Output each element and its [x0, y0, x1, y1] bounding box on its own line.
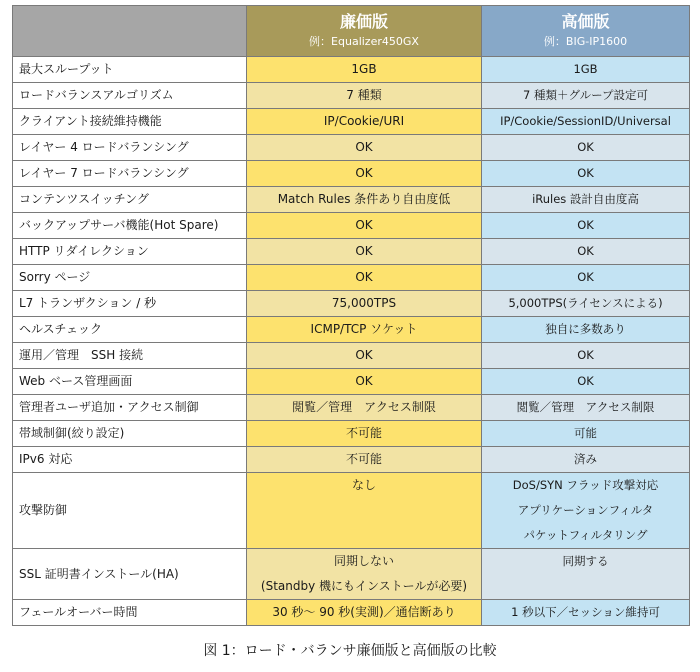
high-end-value: OK	[577, 374, 594, 388]
table-row	[13, 291, 690, 317]
high-end-value: パケットフィルタリング	[523, 528, 648, 542]
low-cost-value-cell	[247, 265, 482, 291]
table-row	[13, 421, 690, 447]
high-end-value-cell	[482, 317, 690, 343]
low-cost-value: OK	[355, 270, 373, 284]
comparison-table	[12, 5, 690, 626]
high-end-value-cell	[482, 83, 690, 109]
row-label: 最大スループット	[13, 57, 247, 83]
low-cost-value-cell	[247, 135, 482, 161]
high-end-value-cell	[482, 369, 690, 395]
low-cost-value: 1GB	[351, 62, 377, 76]
low-cost-value-cell	[247, 369, 482, 395]
low-cost-value: OK	[355, 218, 373, 232]
table-row	[13, 343, 690, 369]
low-cost-value: IP/Cookie/URI	[323, 114, 405, 128]
high-end-value-cell	[482, 395, 690, 421]
high-end-value: OK	[577, 270, 594, 284]
high-end-value-cell	[482, 109, 690, 135]
low-cost-value: ICMP/TCP ソケット	[310, 322, 418, 336]
high-end-value: IP/Cookie/SessionID/Universal	[500, 114, 671, 128]
low-cost-value-cell	[247, 549, 482, 600]
table-row	[13, 395, 690, 421]
low-cost-value: 30 秒～ 90 秒(実測)／通信断あり	[272, 605, 456, 619]
table-row	[13, 317, 690, 343]
row-label: 攻撃防御	[13, 473, 247, 549]
table-header-row	[13, 6, 690, 57]
table-row	[13, 57, 690, 83]
high-end-value: 可能	[574, 426, 597, 440]
row-label: L7 トランザクション / 秒	[13, 291, 247, 317]
low-cost-value: 不可能	[345, 426, 382, 440]
table-row	[13, 83, 690, 109]
high-end-value-cell	[482, 473, 690, 549]
table-row	[13, 161, 690, 187]
low-cost-value: (Standby 機にもインストールが必要)	[260, 579, 468, 593]
high-end-value-cell	[482, 161, 690, 187]
high-end-value-cell	[482, 213, 690, 239]
header-high-end	[482, 6, 690, 57]
header-high-end-example: 例：BIG-IP1600	[543, 35, 628, 48]
table-row	[13, 135, 690, 161]
table-row	[13, 213, 690, 239]
header-corner-cell	[13, 6, 247, 57]
low-cost-value: OK	[355, 166, 373, 180]
high-end-value: OK	[577, 218, 594, 232]
comparison-table-container	[12, 5, 689, 626]
low-cost-value-cell	[247, 57, 482, 83]
high-end-value-cell	[482, 239, 690, 265]
row-label: 管理者ユーザ追加・アクセス制御	[13, 395, 247, 421]
low-cost-value: 75,000TPS	[331, 296, 397, 310]
low-cost-value-cell	[247, 109, 482, 135]
low-cost-value: OK	[355, 374, 373, 388]
row-label: フェールオーバー時間	[13, 600, 247, 626]
high-end-value-cell	[482, 549, 690, 600]
table-row	[13, 600, 690, 626]
high-end-value: DoS/SYN フラッド攻撃対応	[512, 478, 659, 492]
header-low-cost-title: 廉価版	[339, 12, 388, 31]
low-cost-value: OK	[355, 348, 373, 362]
high-end-value: 独自に多数あり	[545, 322, 626, 336]
high-end-value-cell	[482, 447, 690, 473]
row-label: レイヤー 4 ロードバランシング	[13, 135, 247, 161]
high-end-value: 1GB	[573, 62, 598, 76]
table-row	[13, 109, 690, 135]
high-end-value-cell	[482, 600, 690, 626]
row-label: レイヤー 7 ロードバランシング	[13, 161, 247, 187]
row-label: Web ベース管理画面	[13, 369, 247, 395]
low-cost-value-cell	[247, 421, 482, 447]
row-label: ヘルスチェック	[13, 317, 247, 343]
row-label: 帯域制御(絞り設定)	[13, 421, 247, 447]
low-cost-value-cell	[247, 83, 482, 109]
low-cost-value: OK	[355, 140, 373, 154]
low-cost-value-cell	[247, 291, 482, 317]
high-end-value-cell	[482, 57, 690, 83]
row-label: HTTP リダイレクション	[13, 239, 247, 265]
low-cost-value: Match Rules 条件あり自由度低	[277, 192, 451, 206]
low-cost-value: 7 種類	[346, 88, 382, 102]
low-cost-value-cell	[247, 213, 482, 239]
header-low-cost-example: 例：Equalizer450GX	[309, 35, 419, 48]
row-label: SSL 証明書インストール(HA)	[13, 549, 247, 600]
high-end-value-cell	[482, 421, 690, 447]
high-end-value: 1 秒以下／セッション維持可	[511, 605, 660, 619]
high-end-value-cell	[482, 135, 690, 161]
high-end-value: OK	[577, 244, 594, 258]
row-label: コンテンツスイッチング	[13, 187, 247, 213]
high-end-value: アプリケーションフィルタ	[517, 503, 654, 517]
high-end-value: OK	[577, 140, 594, 154]
high-end-value: 5,000TPS(ライセンスによる)	[508, 296, 663, 310]
low-cost-value-cell	[247, 473, 482, 549]
low-cost-value: OK	[355, 244, 373, 258]
low-cost-value-cell	[247, 161, 482, 187]
low-cost-value: 閲覧／管理 アクセス制限	[292, 400, 436, 414]
table-row	[13, 369, 690, 395]
high-end-value: 7 種類＋グループ設定可	[522, 88, 649, 102]
high-end-value: OK	[577, 348, 594, 362]
low-cost-value-cell	[247, 343, 482, 369]
table-row	[13, 473, 690, 549]
high-end-value: 同期する	[562, 554, 609, 568]
header-high-end-title: 高価版	[561, 12, 610, 31]
figure-caption: 図 1：ロード・バランサ廉価版と高価版の比較	[203, 643, 497, 659]
high-end-value-cell	[482, 187, 690, 213]
low-cost-value: なし	[351, 478, 376, 492]
row-label: IPv6 対応	[13, 447, 247, 473]
high-end-value: iRules 設計自由度高	[532, 192, 639, 206]
low-cost-value-cell	[247, 187, 482, 213]
row-label: Sorry ページ	[13, 265, 247, 291]
high-end-value-cell	[482, 265, 690, 291]
low-cost-value-cell	[247, 239, 482, 265]
table-row	[13, 239, 690, 265]
low-cost-value-cell	[247, 600, 482, 626]
high-end-value-cell	[482, 291, 690, 317]
row-label: クライアント接続維持機能	[13, 109, 247, 135]
row-label: ロードバランスアルゴリズム	[13, 83, 247, 109]
high-end-value: 閲覧／管理 アクセス制限	[516, 400, 655, 414]
table-body	[13, 57, 690, 626]
low-cost-value-cell	[247, 395, 482, 421]
high-end-value: 済み	[574, 452, 597, 466]
table-row	[13, 187, 690, 213]
high-end-value-cell	[482, 343, 690, 369]
low-cost-value-cell	[247, 447, 482, 473]
row-label: 運用／管理 SSH 接続	[13, 343, 247, 369]
high-end-value: OK	[577, 166, 594, 180]
table-row	[13, 265, 690, 291]
table-row	[13, 549, 690, 600]
header-low-cost	[247, 6, 482, 57]
low-cost-value-cell	[247, 317, 482, 343]
table-row	[13, 447, 690, 473]
low-cost-value: 同期しない	[333, 554, 394, 568]
low-cost-value: 不可能	[345, 452, 382, 466]
row-label: バックアップサーバ機能(Hot Spare)	[13, 213, 247, 239]
